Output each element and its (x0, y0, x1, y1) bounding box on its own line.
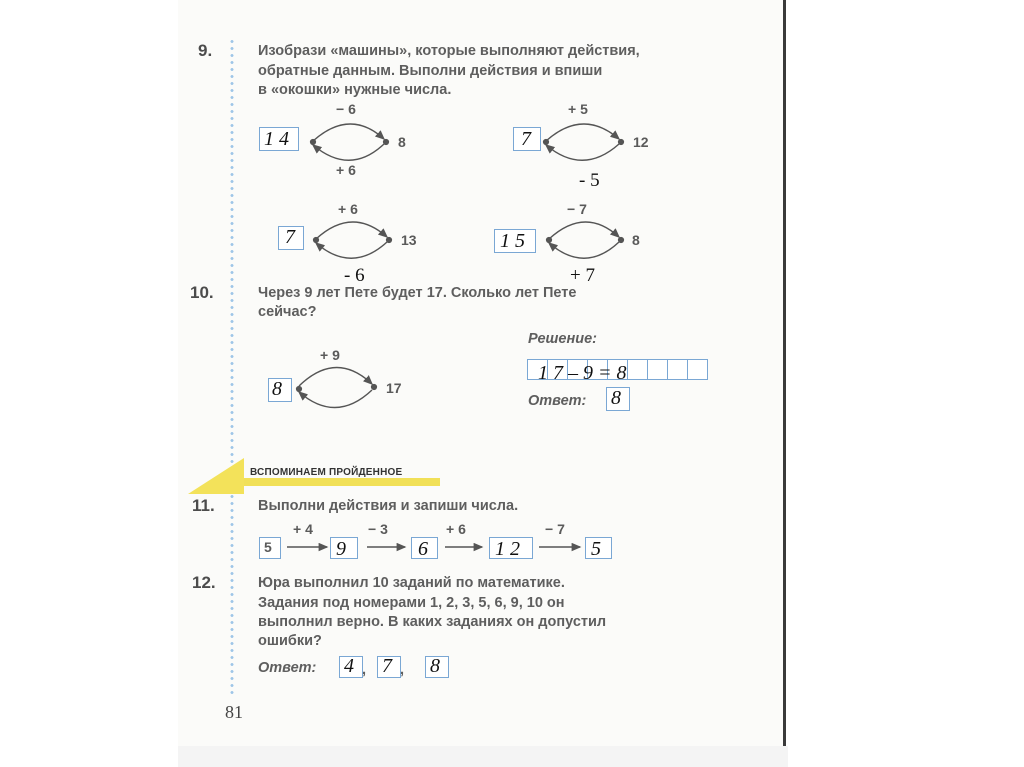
chain-op-3: + 6 (446, 521, 466, 537)
task-12-line-3: выполнил верно. В каких заданиях он допустил (258, 614, 607, 630)
machine-2-arcs (544, 124, 624, 160)
task-10-line-1: Через 9 лет Пете будет 17. Сколько лет Пете (258, 285, 577, 301)
task-12-answer-1: 4 (344, 655, 354, 677)
machine-2-answer: 7 (521, 128, 531, 150)
task-12-answer-3: 8 (430, 655, 440, 677)
solution-label: Решение: (528, 331, 598, 347)
machine-4-right-value: 8 (632, 232, 640, 248)
machine-1-answer: 1 4 (264, 128, 289, 150)
machine-4-bottom-answer: + 7 (570, 265, 595, 286)
task-12-number: 12. (192, 573, 216, 592)
task-9-line-3: в «окошки» нужные числа. (258, 82, 452, 98)
section-banner: ВСПОМИНАЕМ ПРОЙДЕННОЕ (250, 467, 403, 478)
machine-3-right-value: 13 (401, 232, 417, 248)
task-12-line-4: ошибки? (258, 633, 322, 649)
machine-3-answer: 7 (285, 226, 295, 248)
chain-op-4: − 7 (545, 521, 565, 537)
task-10-line-2: сейчас? (258, 304, 317, 320)
task-9-line-2: обратные данным. Выполни действия и впиши (258, 63, 603, 79)
task-9-number: 9. (198, 41, 213, 60)
task-12-separator-1: , (362, 662, 367, 678)
machine-3-arcs (314, 222, 392, 258)
machine-2-bottom-answer: - 5 (579, 170, 600, 191)
machine-2-top-op: + 5 (568, 101, 588, 117)
task-11-number: 11. (192, 496, 215, 515)
chain-answer-1: 9 (336, 538, 346, 560)
chain-answer-3: 1 2 (495, 538, 520, 560)
machine-1-arcs (311, 124, 389, 160)
machine-2-right-value: 12 (633, 134, 649, 150)
machine-3-bottom-answer: - 6 (344, 265, 365, 286)
task-12-answer-label: Ответ: (258, 660, 317, 676)
task-12-line-2: Задания под номерами 1, 2, 3, 5, 6, 9, 10 он (258, 595, 565, 611)
machine-4-arcs (547, 222, 624, 258)
task-9-line-1: Изобрази «машины», которые выполняют действия, (258, 43, 640, 59)
page-number: 81 (225, 702, 243, 722)
task-10-answer: 8 (272, 378, 282, 400)
machine-1-top-op: − 6 (336, 101, 356, 117)
chain-answer-2: 6 (418, 538, 428, 560)
task-11-text: Выполни действия и запиши числа. (258, 498, 519, 514)
task-10-number: 10. (190, 283, 214, 302)
task-10-top-op: + 9 (320, 347, 340, 363)
chain-start-value: 5 (264, 539, 272, 555)
chain-op-2: − 3 (368, 521, 388, 537)
machine-3-top-op: + 6 (338, 201, 358, 217)
task-10-right-value: 17 (386, 380, 402, 396)
machine-1-right-value: 8 (398, 134, 406, 150)
task-12-answer-2: 7 (382, 655, 392, 677)
machine-4-answer: 1 5 (500, 230, 525, 252)
task-12-separator-2: , (400, 662, 405, 678)
task-12-line-1: Юра выполнил 10 заданий по математике. (258, 575, 565, 591)
machine-5-arcs (297, 367, 377, 407)
solution-answer: 1 7 – 9 = 8 (538, 362, 627, 384)
machine-4-top-op: − 7 (567, 201, 587, 217)
chain-answer-4: 5 (591, 538, 601, 560)
task-10-answer-label: Ответ: (528, 393, 587, 409)
machine-1-bottom-op: + 6 (336, 162, 356, 178)
chain-op-1: + 4 (293, 521, 313, 537)
task-10-answer-value: 8 (611, 387, 621, 409)
